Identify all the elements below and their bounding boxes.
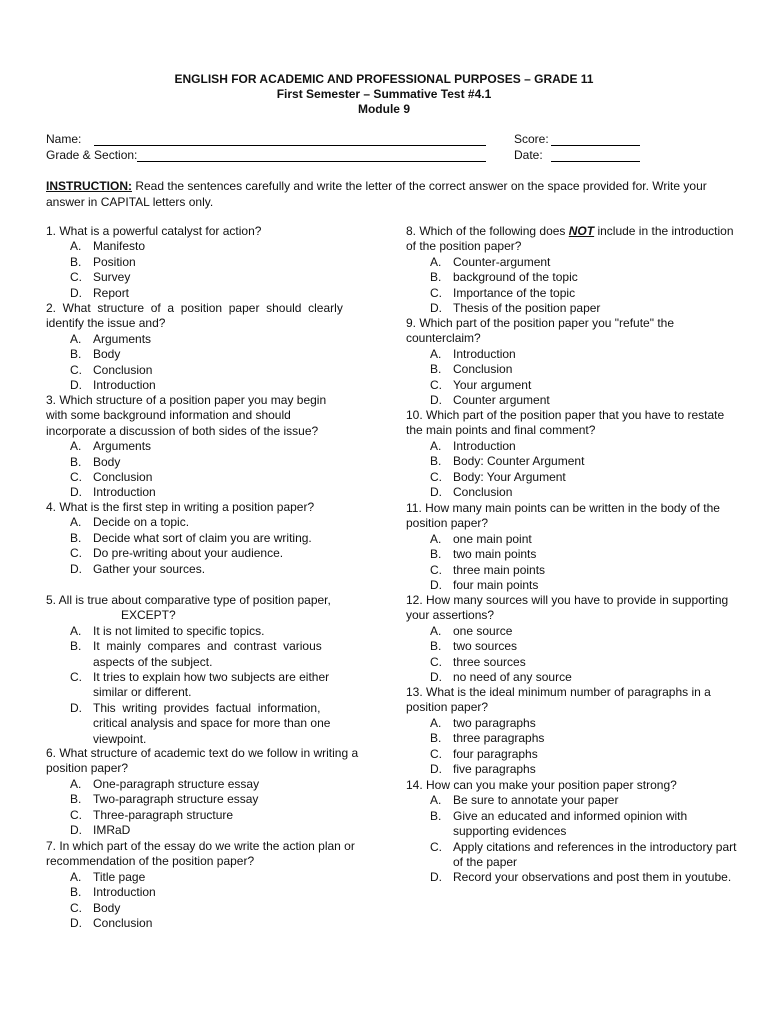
option-letter: D. <box>430 301 442 315</box>
option-letter: B. <box>70 347 82 362</box>
date-field[interactable] <box>551 161 640 162</box>
option-text: three paragraphs <box>453 731 545 746</box>
question-text: 11. How many main points can be written in the body of the <box>406 501 720 515</box>
option-text: Body <box>93 347 121 362</box>
option-text: Report <box>93 285 130 300</box>
question-text: 7. In which part of the essay do we write the action plan or <box>46 839 355 853</box>
option-text: Arguments <box>93 439 152 454</box>
option-letter: C. <box>70 362 82 377</box>
option-letter: C. <box>70 270 82 285</box>
option-letter: A. <box>70 331 82 346</box>
question-text: 3. Which structure of a position paper you may begin <box>46 393 327 407</box>
option-letter: A. <box>430 531 442 546</box>
option-text: Decide on a topic. <box>93 515 190 530</box>
option-text: no need of any source <box>453 670 572 684</box>
option-letter: D. <box>70 378 82 392</box>
option-text: IMRaD <box>93 823 131 837</box>
option-letter: C. <box>430 839 442 854</box>
option-letter: C. <box>430 746 442 761</box>
question-text: 12. How many sources will you have to provide in supporting <box>406 593 729 607</box>
option-letter: B. <box>70 254 82 269</box>
option-letter: C. <box>70 470 82 484</box>
option-letter: C. <box>430 469 442 484</box>
option-text: This writing provides factual information, <box>93 700 321 715</box>
option-text: similar or different. <box>93 685 192 700</box>
question-text: with some background information and should <box>46 408 291 423</box>
question-text: position paper? <box>406 516 489 531</box>
option-letter: C. <box>70 546 82 561</box>
question-text: identify the issue and? <box>46 316 166 331</box>
option-letter: C. <box>430 285 442 300</box>
option-letter: D. <box>430 670 442 684</box>
option-letter: B. <box>430 808 442 823</box>
option-text: Your argument <box>453 377 532 392</box>
question-text: EXCEPT? <box>121 608 176 623</box>
question-text: 10. Which part of the position paper that you have to restate <box>406 408 725 422</box>
option-text: Manifesto <box>93 239 146 254</box>
option-text: Do pre-writing about your audience. <box>93 546 284 561</box>
question-text: 4. What is the first step in writing a position paper? <box>46 500 315 514</box>
option-text: Body: Counter Argument <box>453 454 585 469</box>
date-label: Date: <box>514 148 543 162</box>
option-letter: A. <box>430 346 442 361</box>
option-text: Body: Your Argument <box>453 469 566 484</box>
option-letter: C. <box>430 562 442 577</box>
option-text: Introduction <box>93 378 156 392</box>
option-text: Conclusion <box>453 485 513 499</box>
option-letter: D. <box>430 762 442 776</box>
option-text: aspects of the subject. <box>93 654 213 669</box>
option-text: Conclusion <box>93 362 153 377</box>
option-text: It tries to explain how two subjects are either <box>93 670 330 684</box>
option-letter: A. <box>70 515 82 530</box>
option-letter: A. <box>430 438 442 453</box>
option-letter: A. <box>430 254 442 269</box>
option-letter: B. <box>430 362 442 377</box>
option-letter: B. <box>430 270 442 285</box>
question-text: position paper? <box>406 700 489 715</box>
question-text-part: include in the introduction <box>594 224 734 238</box>
option-text: Two-paragraph structure essay <box>93 792 259 807</box>
option-text: two paragraphs <box>453 715 536 730</box>
option-letter: D. <box>70 700 82 715</box>
grade-section-label: Grade & Section: <box>46 148 138 162</box>
option-letter: B. <box>70 792 82 807</box>
option-text: four main points <box>453 578 539 592</box>
option-text: one source <box>453 623 513 638</box>
question-text: of the position paper? <box>406 239 522 254</box>
option-text: Introduction <box>453 438 516 453</box>
question-text: 6. What structure of academic text do we follow in writing a <box>46 746 359 760</box>
option-letter: D. <box>430 393 442 407</box>
option-text: Arguments <box>93 331 152 346</box>
option-letter: C. <box>430 377 442 392</box>
option-text: Importance of the topic <box>453 285 576 300</box>
question-text: 14. How can you make your position paper strong? <box>406 778 677 792</box>
score-label: Score: <box>514 132 549 146</box>
option-text: It is not limited to specific topics. <box>93 623 265 638</box>
option-text: of the paper <box>453 855 518 869</box>
option-text: Three-paragraph structure <box>93 807 234 822</box>
option-letter: A. <box>430 715 442 730</box>
option-letter: D. <box>70 823 82 837</box>
option-text: two sources <box>453 639 518 654</box>
option-text: Body <box>93 454 121 469</box>
name-field[interactable] <box>94 145 486 146</box>
option-text: Body <box>93 900 121 915</box>
question-text: recommendation of the position paper? <box>46 854 255 869</box>
option-letter: D. <box>70 485 82 500</box>
option-text: three main points <box>453 562 546 577</box>
option-text: five paragraphs <box>453 762 536 776</box>
option-letter: C. <box>70 807 82 822</box>
option-text: supporting evidences <box>453 824 567 839</box>
not-emphasis: NOT <box>568 224 595 238</box>
option-letter: B. <box>430 731 442 746</box>
question-text: 13. What is the ideal minimum number of paragraphs in a <box>406 685 711 699</box>
option-letter: C. <box>430 654 442 669</box>
option-letter: A. <box>70 439 82 454</box>
option-text: Record your observations and post them in youtube. <box>453 870 732 885</box>
question-text: the main points and final comment? <box>406 423 596 438</box>
option-text: Counter-argument <box>453 254 551 269</box>
question-text: 1. What is a powerful catalyst for action? <box>46 224 262 238</box>
option-letter: B. <box>70 639 82 654</box>
option-letter: C. <box>70 670 82 684</box>
test-subtitle: First Semester – Summative Test #4.1 <box>276 87 492 101</box>
question-text-part: 8. Which of the following does <box>406 224 569 238</box>
instruction <box>46 178 726 210</box>
option-letter: B. <box>70 530 82 545</box>
question-text: counterclaim? <box>406 331 481 346</box>
option-text: Gather your sources. <box>93 561 206 576</box>
option-letter: D. <box>70 916 82 930</box>
option-letter: D. <box>430 485 442 499</box>
question-text: 2. What structure of a position paper should clearly <box>46 301 343 315</box>
option-text: Decide what sort of claim you are writing. <box>93 530 312 545</box>
grade-section-field[interactable] <box>137 161 486 162</box>
option-text: background of the topic <box>453 270 578 285</box>
option-text: One-paragraph structure essay <box>93 776 260 791</box>
option-text: critical analysis and space for more than one <box>93 716 331 731</box>
option-text: Conclusion <box>453 362 513 377</box>
option-text: two main points <box>453 547 537 562</box>
option-text: four paragraphs <box>453 746 538 761</box>
question-text <box>406 224 734 239</box>
question-text: your assertions? <box>406 608 495 623</box>
option-text: viewpoint. <box>93 731 147 746</box>
option-text: Conclusion <box>93 916 153 930</box>
option-text: Be sure to annotate your paper <box>453 793 619 808</box>
option-text: Survey <box>93 270 131 285</box>
option-letter: D. <box>70 285 82 300</box>
option-letter: B. <box>430 547 442 562</box>
option-letter: D. <box>430 870 442 885</box>
option-text: three sources <box>453 654 526 669</box>
option-letter: D. <box>70 561 82 576</box>
option-text: Position <box>93 254 136 269</box>
option-letter: A. <box>430 793 442 808</box>
instruction-text: Read the sentences carefully and write the letter of the correct answer on the space provided for. Write your answer in CAPITAL letters only. <box>46 179 707 209</box>
question-text: position paper? <box>46 761 129 776</box>
option-text: Give an educated and informed opinion with <box>453 808 688 823</box>
instruction-label: INSTRUCTION: <box>46 179 132 193</box>
option-letter: A. <box>70 623 82 638</box>
option-text: Counter argument <box>453 393 550 407</box>
score-field[interactable] <box>551 145 640 146</box>
option-text: Title page <box>93 869 146 884</box>
option-text: Introduction <box>93 485 156 500</box>
question-text: 5. All is true about comparative type of position paper, <box>46 593 331 607</box>
option-letter: B. <box>430 639 442 654</box>
option-letter: B. <box>70 885 82 900</box>
option-letter: A. <box>70 239 82 254</box>
option-letter: B. <box>70 454 82 469</box>
option-letter: A. <box>70 869 82 884</box>
test-title: ENGLISH FOR ACADEMIC AND PROFESSIONAL PURPOSES – GRADE 11 <box>174 72 594 86</box>
option-text: one main point <box>453 531 532 546</box>
option-text: Thesis of the position paper <box>453 301 601 315</box>
module-label: Module 9 <box>357 102 410 116</box>
option-text: It mainly compares and contrast various <box>93 639 322 654</box>
option-letter: A. <box>70 776 82 791</box>
option-text: Conclusion <box>93 470 153 484</box>
option-text: Apply citations and references in the introductory part <box>453 839 737 854</box>
option-letter: B. <box>430 454 442 469</box>
option-letter: A. <box>430 623 442 638</box>
question-text: incorporate a discussion of both sides of the issue? <box>46 423 319 438</box>
name-label: Name: <box>46 132 82 146</box>
option-letter: D. <box>430 578 442 592</box>
option-text: Introduction <box>453 346 516 361</box>
option-letter: C. <box>70 900 82 915</box>
option-text: Introduction <box>93 885 156 900</box>
question-text: 9. Which part of the position paper you "refute" the <box>406 316 675 330</box>
